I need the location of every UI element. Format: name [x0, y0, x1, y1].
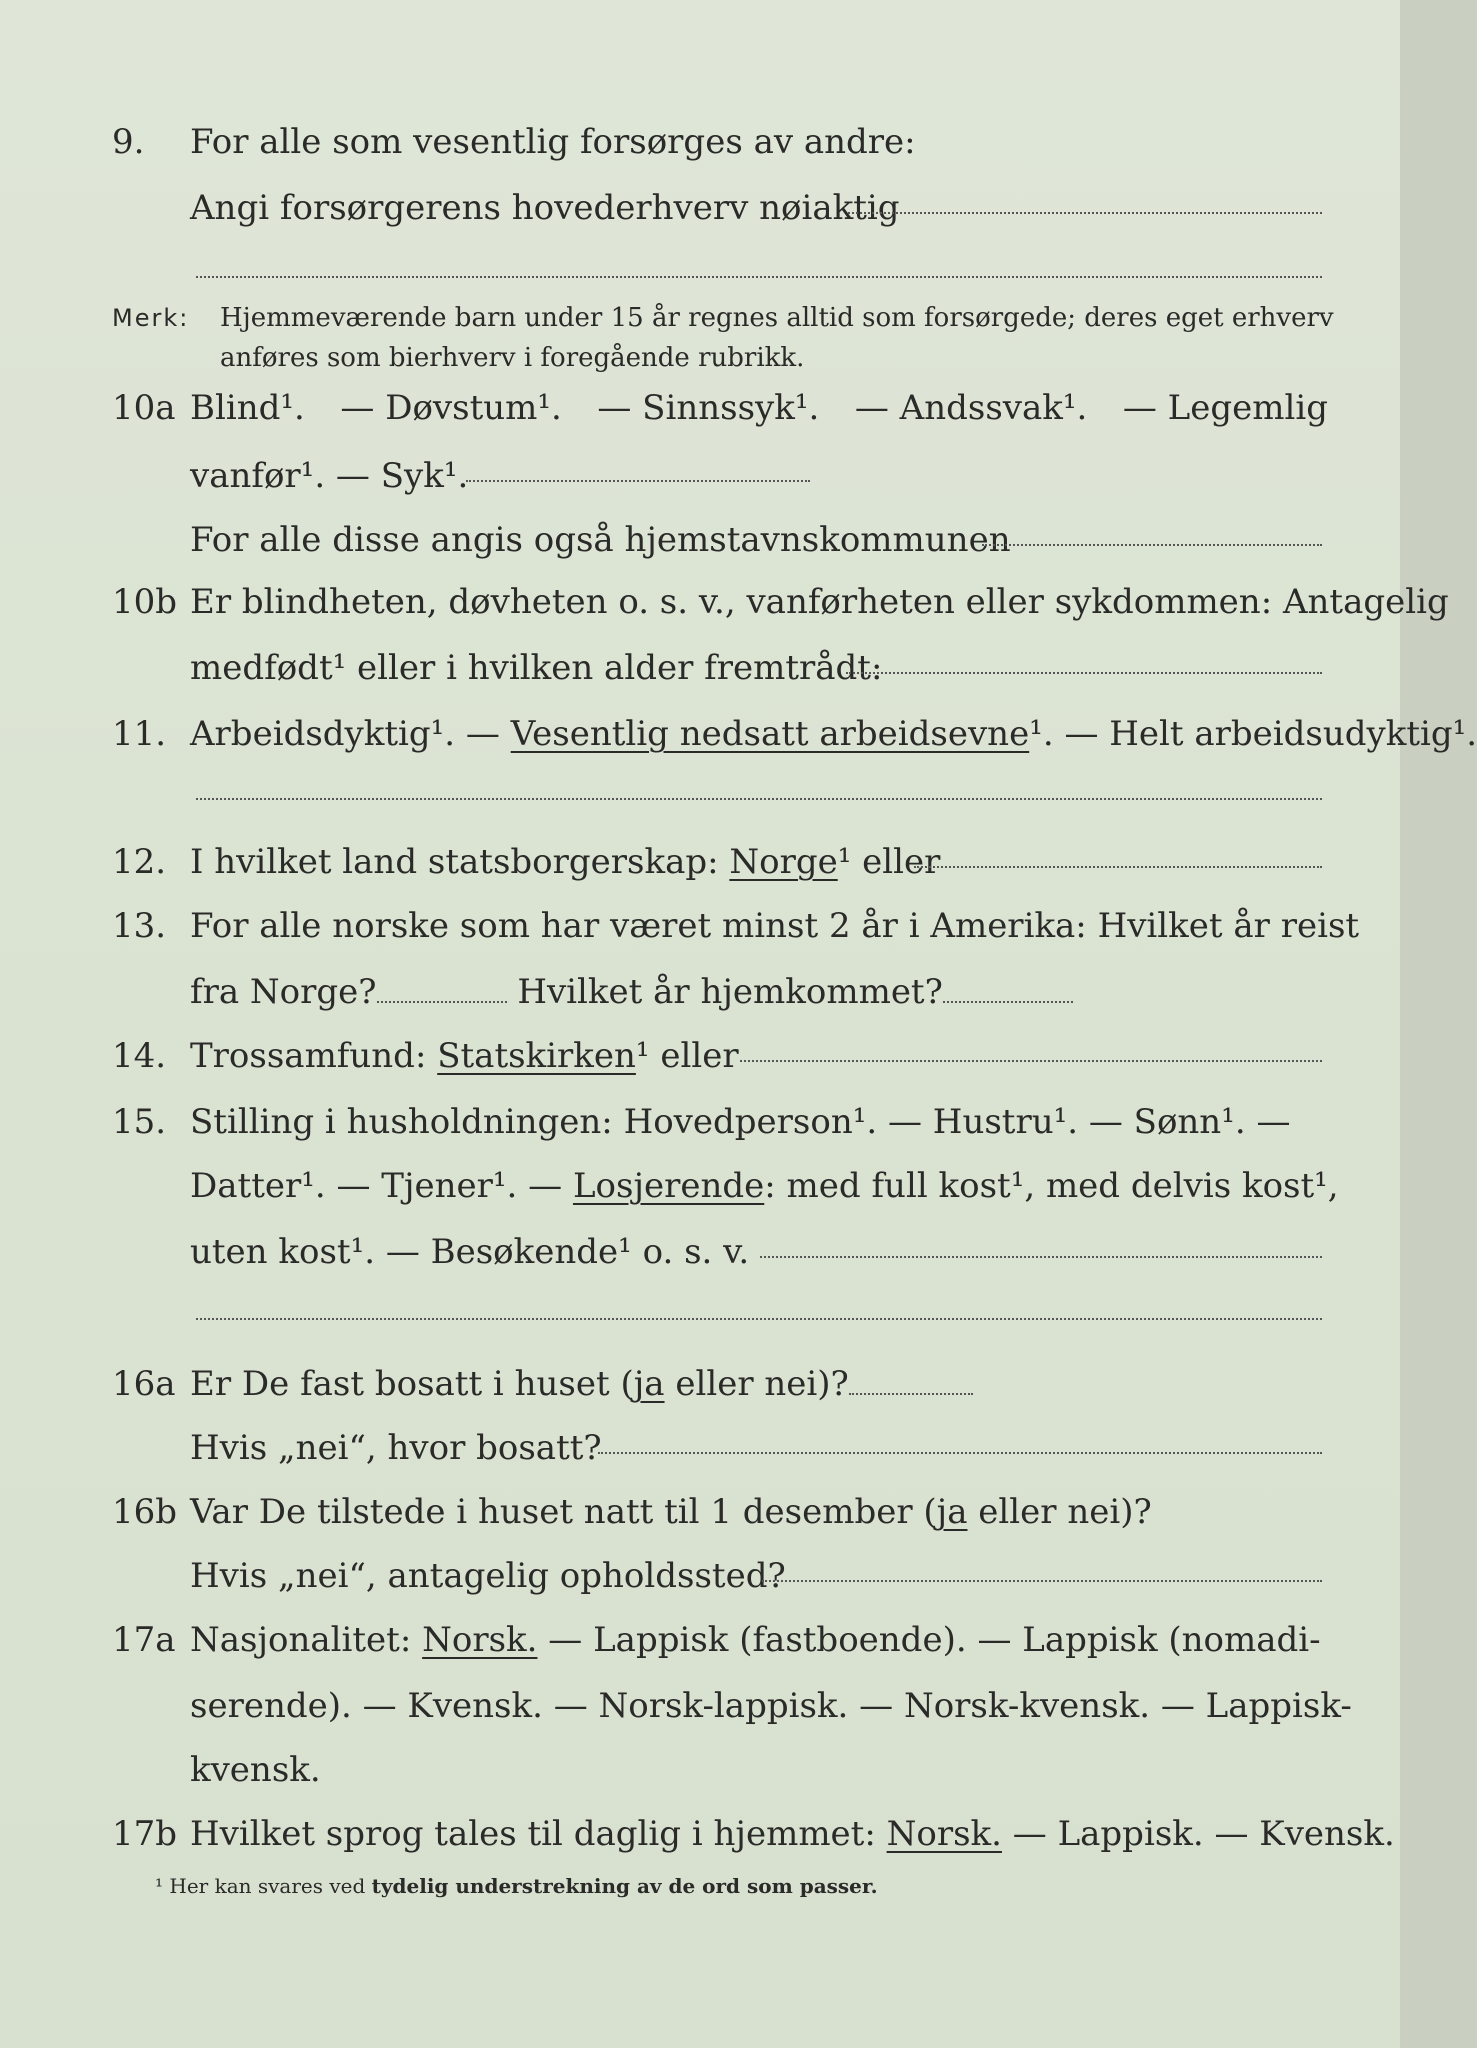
q14-eller: ¹ eller: [635, 1036, 739, 1076]
q17a-line1: [190, 1618, 1328, 1662]
q10a-line3: For alle disse angis også hjemstavnskommunen: [190, 520, 1011, 560]
q17a-number: 17a: [112, 1620, 176, 1660]
q15-line3: uten kost¹. — Besøkende¹ o. s. v.: [190, 1232, 750, 1272]
merk-label: Merk:: [112, 304, 190, 332]
footnote-text-a: Her kan svares ved: [169, 1874, 366, 1898]
option-norsk[interactable]: Norsk.: [422, 1620, 538, 1660]
q13-line2: [190, 970, 1073, 1014]
q12-number: 12.: [112, 842, 167, 882]
option-norge[interactable]: Norge: [729, 842, 838, 882]
merk-note: [112, 298, 1334, 373]
q16b-line2: Hvis „nei“, antagelig opholdssted?: [190, 1556, 786, 1596]
q17a-options[interactable]: — Lappisk (fastboende). — Lappisk (nomadi-: [548, 1620, 1321, 1660]
q11-answer-line[interactable]: [196, 798, 1322, 800]
q9-answer-line[interactable]: [848, 212, 1322, 214]
option-legemlig[interactable]: — Legemlig: [1122, 388, 1328, 428]
q16a-bosatt-line[interactable]: [598, 1452, 1322, 1454]
q17a-line2[interactable]: serende). — Kvensk. — Norsk-lappisk. — Norsk-kvensk. — Lappisk-: [190, 1686, 1352, 1726]
option-dovstum[interactable]: — Døvstum¹.: [340, 388, 562, 428]
q16b-label: Var De tilstede i huset natt til 1 desember (: [190, 1492, 937, 1532]
q13-reist-field[interactable]: [377, 973, 507, 1003]
q11-line1: [190, 712, 1477, 756]
q16b-number: 16b: [112, 1492, 178, 1532]
option-losjerende[interactable]: Losjerende: [572, 1166, 765, 1206]
option-nedsatt-arbeidsevne[interactable]: Vesentlig nedsatt arbeidsevne: [510, 714, 1030, 754]
q13-hjemkommet-field[interactable]: [943, 973, 1073, 1003]
q15-answer-line2[interactable]: [196, 1318, 1322, 1320]
q15-line2: [190, 1164, 1339, 1208]
q16b-line1: [190, 1490, 1152, 1534]
q9-line2: Angi forsørgerens hovederhverv nøiaktig: [190, 188, 900, 228]
option-statskirken[interactable]: Statskirken: [437, 1036, 636, 1076]
q17b-line1: [190, 1812, 1395, 1856]
merk-line2: anføres som bierhverv i foregående rubrikk.: [220, 343, 805, 373]
q9-line1: For alle som vesentlig forsørges av andre:: [190, 122, 916, 162]
q15-options-c[interactable]: : med full kost¹, med delvis kost¹,: [764, 1166, 1339, 1206]
q17a-line3[interactable]: kvensk.: [190, 1750, 321, 1790]
q10a-line1: [190, 386, 1328, 430]
footnote-mark: ¹: [155, 1874, 164, 1898]
q15-answer-line[interactable]: [760, 1256, 1322, 1258]
q12-answer-line[interactable]: [914, 866, 1322, 868]
q13-hjemkommet-label: Hvilket år hjemkommet?: [517, 972, 943, 1012]
q10b-line1: Er blindheten, døvheten o. s. v., vanførheten eller sykdommen: Antagelig: [190, 582, 1449, 622]
q14-label: Trossamfund:: [190, 1036, 427, 1076]
q10a-answer-line[interactable]: [466, 480, 810, 482]
footnote: [155, 1874, 878, 1898]
q16a-label: Er De fast bosatt i huset (: [190, 1364, 634, 1404]
q16a-line2: Hvis „nei“, hvor bosatt?: [190, 1428, 602, 1468]
q16a-number: 16a: [112, 1364, 176, 1404]
q10a-number: 10a: [112, 388, 176, 428]
q10b-line2: medfødt¹ eller i hvilken alder fremtrådt:: [190, 648, 883, 688]
merk-line1: Hjemmeværende barn under 15 år regnes alltid som forsørgede; deres eget erhverv: [220, 303, 1334, 333]
option-andssvak[interactable]: — Andssvak¹.: [854, 388, 1088, 428]
q12-label: I hvilket land statsborgerskap:: [190, 842, 719, 882]
q16a-label-end: eller nei)?: [664, 1364, 849, 1404]
q10a-hjemstavn-line[interactable]: [982, 544, 1322, 546]
q10a-line2: vanfør¹. — Syk¹.: [190, 456, 469, 496]
q17b-number: 17b: [112, 1814, 178, 1854]
option-arbeidsudyktig[interactable]: ¹. — Helt arbeidsudyktig¹.: [1029, 714, 1477, 754]
option-norsk-17b[interactable]: Norsk.: [886, 1814, 1002, 1854]
q17a-label: Nasjonalitet:: [190, 1620, 412, 1660]
option-ja[interactable]: ja: [633, 1364, 665, 1404]
q13-line1: For alle norske som har været minst 2 år i Amerika: Hvilket år reist: [190, 906, 1360, 946]
q14-answer-line[interactable]: [740, 1060, 1322, 1062]
q13-number: 13.: [112, 906, 167, 946]
option-sinnssyk[interactable]: — Sinnssyk¹.: [597, 388, 820, 428]
q14-number: 14.: [112, 1036, 167, 1076]
q15-number: 15.: [112, 1102, 167, 1142]
q9-number: 9.: [112, 122, 145, 162]
q12-line1: [190, 840, 1328, 884]
q11-number: 11.: [112, 714, 167, 754]
option-blind[interactable]: Blind¹.: [190, 388, 305, 428]
q16b-label-end: eller nei)?: [967, 1492, 1152, 1532]
q14-line1: [190, 1034, 1328, 1078]
q16a-field[interactable]: [849, 1365, 973, 1395]
q9-answer-line2[interactable]: [196, 276, 1322, 278]
q10b-answer-line[interactable]: [846, 672, 1322, 674]
q16b-opholdssted-line[interactable]: [762, 1580, 1322, 1582]
footnote-text-b: tydelig understrekning av de ord som passer.: [371, 1874, 878, 1898]
q17b-label: Hvilket sprog tales til daglig i hjemmet:: [190, 1814, 876, 1854]
option-ja-16b[interactable]: ja: [936, 1492, 968, 1532]
q15-line1: Stilling i husholdningen: Hovedperson¹. — Hustru¹. — Sønn¹. —: [190, 1102, 1291, 1142]
q17b-options[interactable]: — Lappisk. — Kvensk.: [1012, 1814, 1395, 1854]
q10b-number: 10b: [112, 582, 178, 622]
q15-options-a[interactable]: Datter¹. — Tjener¹. —: [190, 1166, 563, 1206]
q12-eller: ¹ eller: [837, 842, 941, 882]
q13-reist-label: fra Norge?: [190, 972, 377, 1012]
q16a-line1: [190, 1362, 973, 1406]
option-arbeidsdyktig[interactable]: Arbeidsdyktig¹. —: [190, 714, 500, 754]
